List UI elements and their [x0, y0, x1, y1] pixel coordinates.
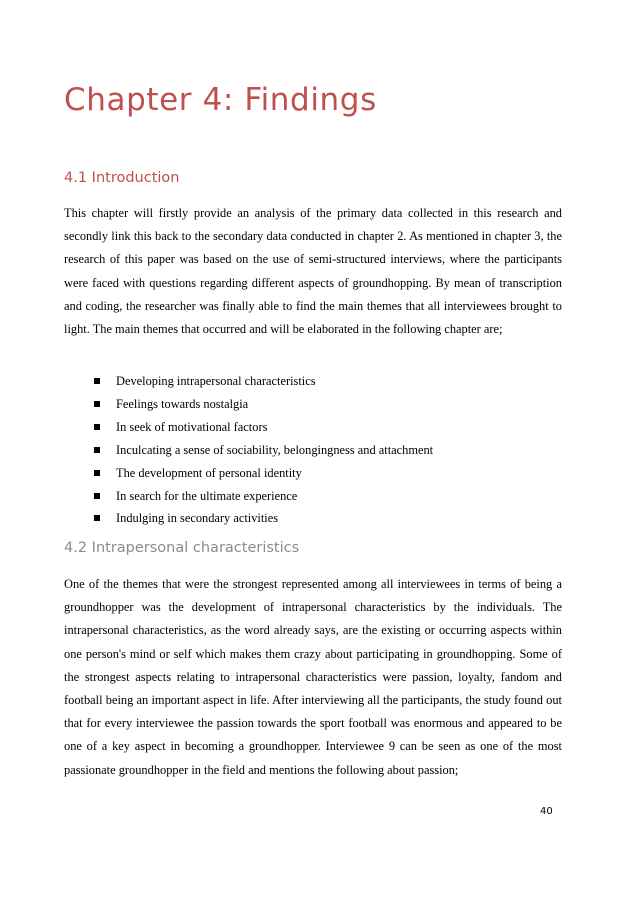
square-bullet-icon	[94, 401, 100, 407]
list-item: In search for the ultimate experience	[92, 485, 562, 508]
themes-list	[92, 370, 562, 530]
introduction-paragraph: This chapter will firstly provide an analysis of the primary data collected in this research and secondly link this back to the secondary data conducted in chapter 2. As mentioned in chapter 3, the research of this paper was based on the use of semi-structured interviews, where the participants were faced with questions regarding different aspects of groundhopping. By mean of transcription and coding, the researcher was finally able to find the main themes that all interviewees brought to light. The main themes that occurred and will be elaborated in the following chapter are;	[64, 206, 562, 337]
square-bullet-icon	[94, 470, 100, 476]
section-heading-introduction: 4.1 Introduction	[64, 170, 180, 186]
list-item: In seek of motivational factors	[92, 416, 562, 439]
intrapersonal-paragraph: One of the themes that were the strongest represented among all interviewees in terms of being a groundhopper was the development of intrapersonal characteristics by the individuals. The intrapersonal characteristics, as the word already says, are the existing or occurring aspects within one person's mind or self which makes them crazy about participating in groundhopping. Some of the strongest aspects relating to intrapersonal characteristics were passion, loyalty, fandom and football being an important aspect in life. After interviewing all the participants, the study found out that for every interviewee the passion towards the sport football was enormous and appeared to be one of a key aspect in becoming a groundhopper. Interviewee 9 can be seen as one of the most passionate groundhopper in the field and mentions the following about passion;	[64, 577, 562, 777]
list-item: The development of personal identity	[92, 462, 562, 485]
square-bullet-icon	[94, 447, 100, 453]
page-number: 40	[540, 806, 553, 817]
section-heading-intrapersonal: 4.2 Intrapersonal characteristics	[64, 540, 300, 556]
square-bullet-icon	[94, 424, 100, 430]
chapter-title: Chapter 4: Findings	[64, 82, 377, 118]
list-item: Feelings towards nostalgia	[92, 393, 562, 416]
list-item: Inculcating a sense of sociability, belongingness and attachment	[92, 439, 562, 462]
square-bullet-icon	[94, 493, 100, 499]
square-bullet-icon	[94, 515, 100, 521]
square-bullet-icon	[94, 378, 100, 384]
list-item: Indulging in secondary activities	[92, 507, 562, 530]
list-item: Developing intrapersonal characteristics	[92, 370, 562, 393]
